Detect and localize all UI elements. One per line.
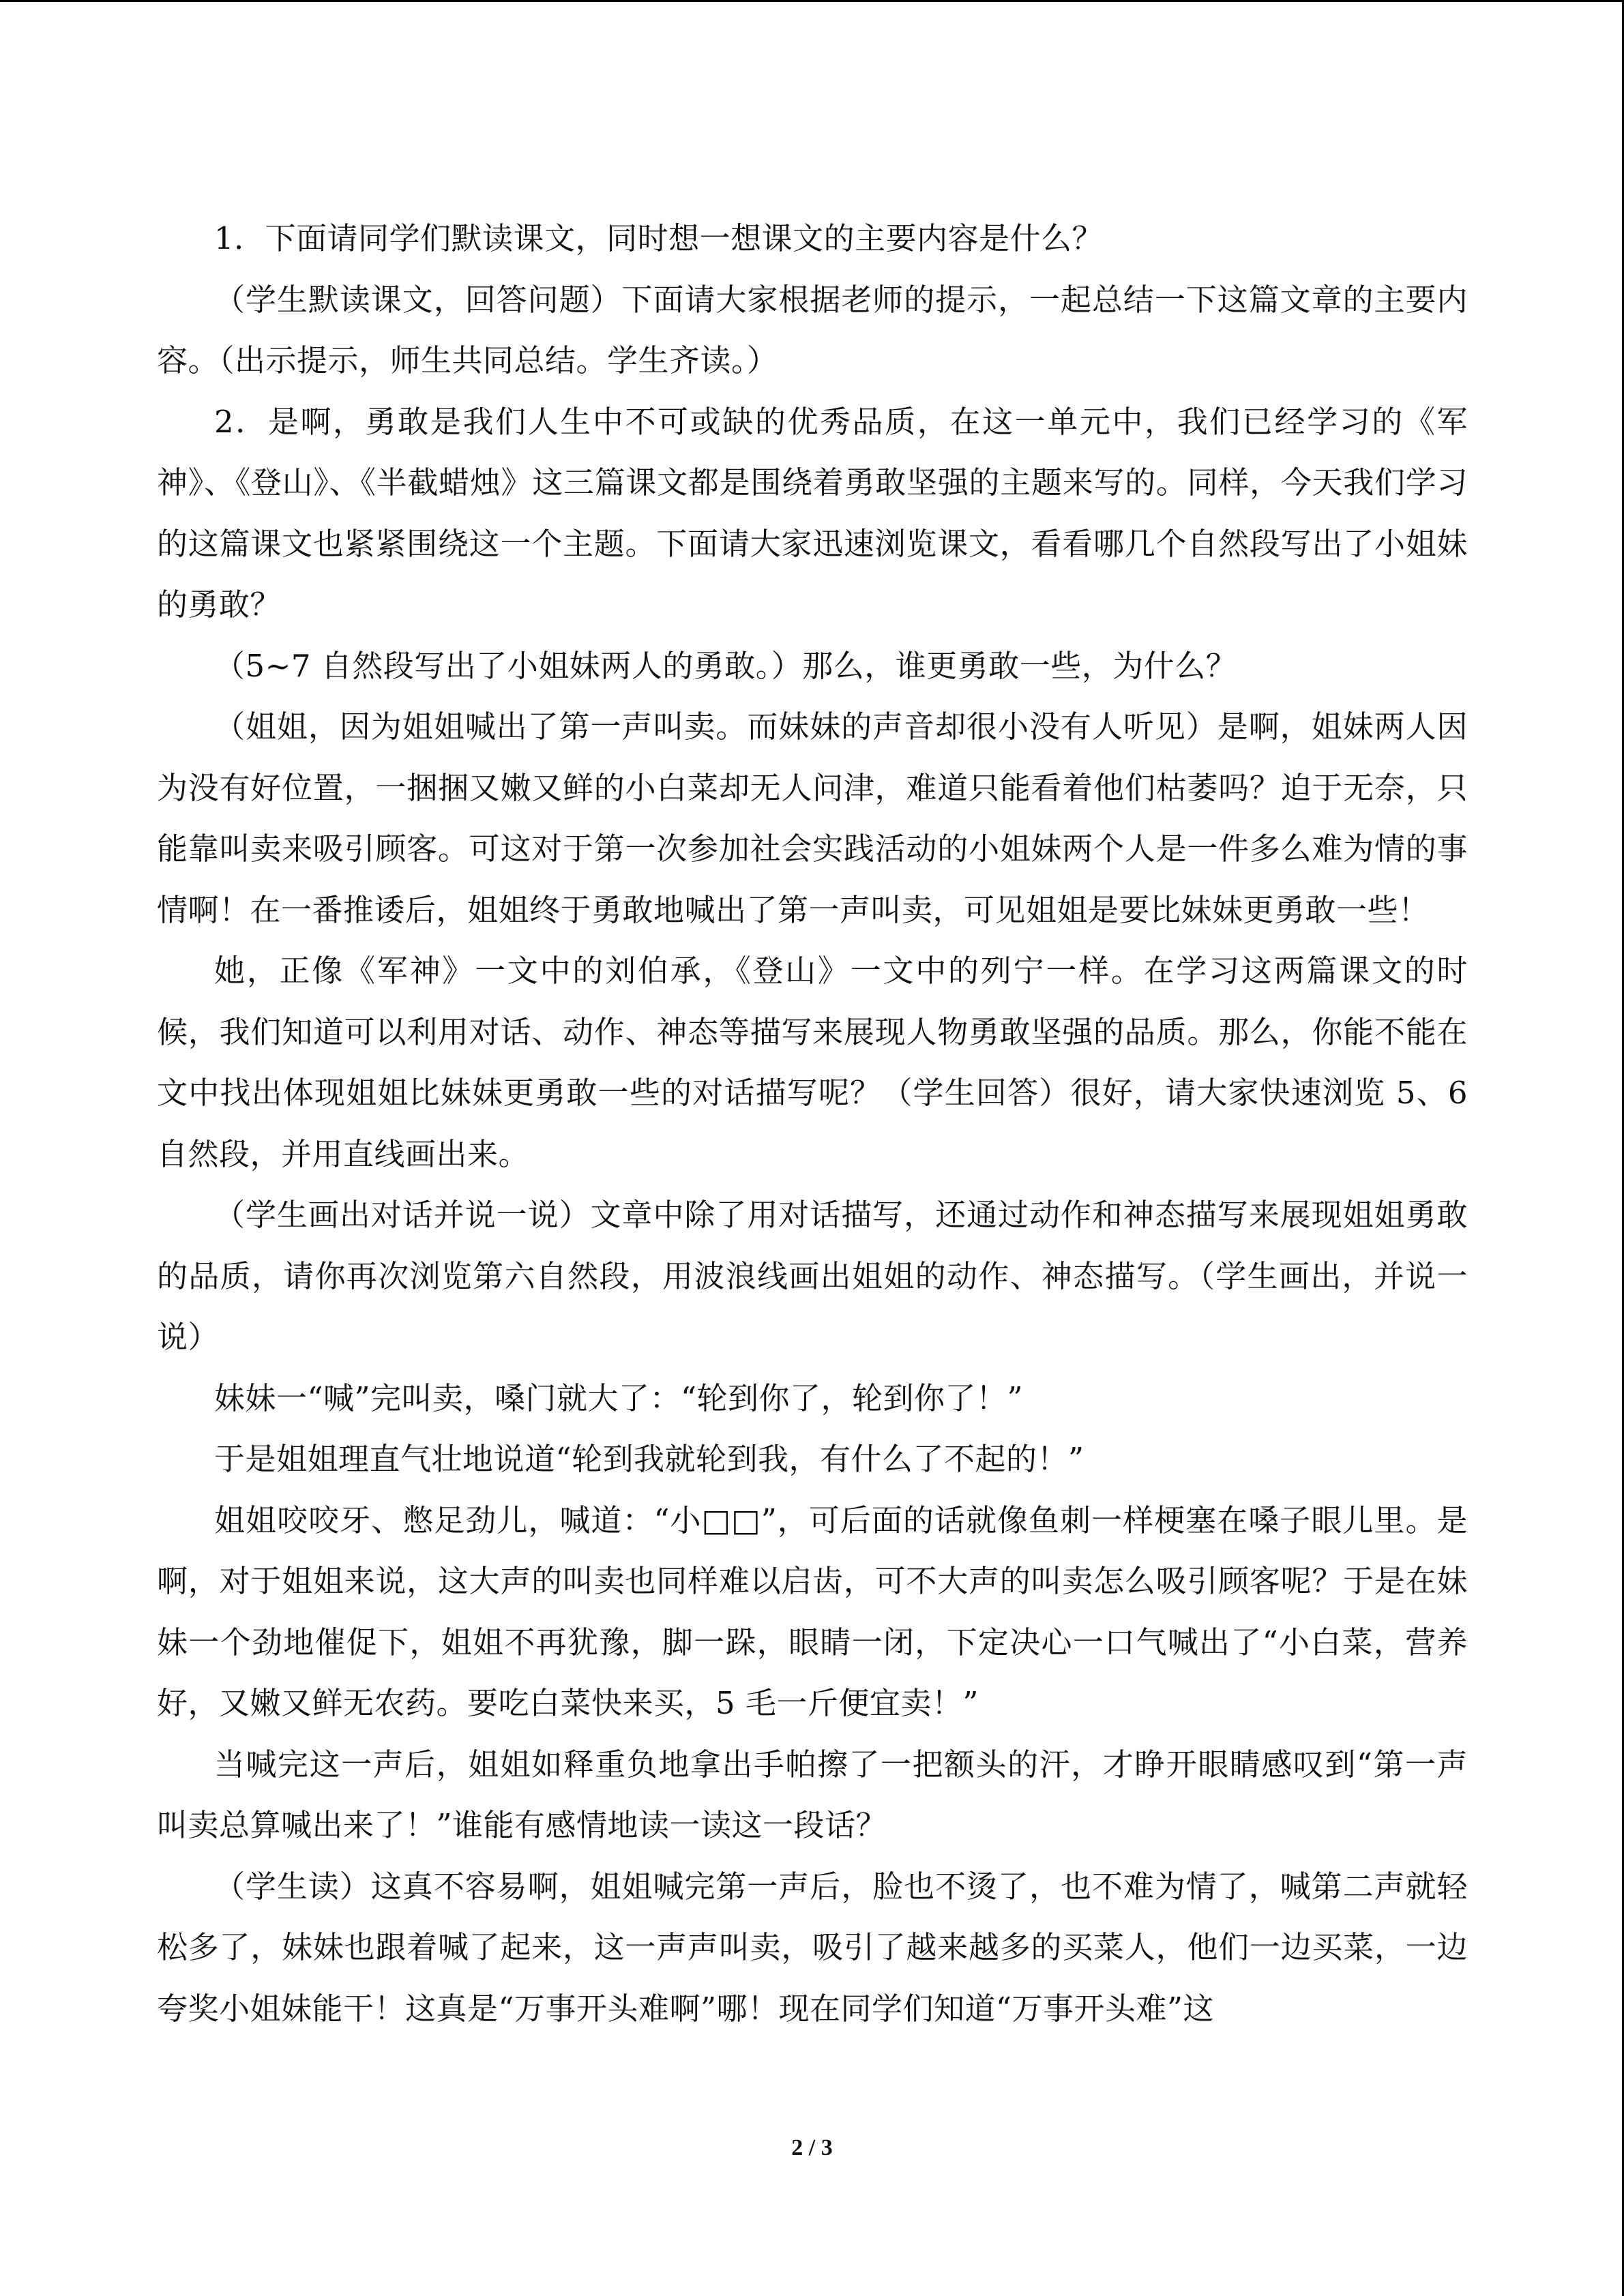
paragraph-12: （学生读）这真不容易啊，姐姐喊完第一声后，脸也不烫了，也不难为情了，喊第二声就轻松多了，妹妹也跟着喊了起来，这一声声叫卖，吸引了越来越多的买菜人，他们一边买菜，一边夸奖小姐妹能干！这真是“万事开头难啊”哪！现在同学们知道“万事开头难”这: [157, 1868, 1468, 2027]
paragraph-9: 于是姐姐理直气壮地说道“轮到我就轮到我，有什么了不起的！”: [214, 1441, 1084, 1477]
paragraph-1: 1．下面请同学们默读课文，同时想一想课文的主要内容是什么？: [214, 220, 1104, 256]
paragraph-6: 她，正像《军神》一文中的刘伯承，《登山》一文中的列宁一样。在学习这两篇课文的时候，我们知道可以利用对话、动作、神态等描写来展现人物勇敢坚强的品质。那么，你能不能在文中找出体现姐姐比妹妹更勇敢一些的对话描写呢？（学生回答）很好，请大家快速浏览 5、6 自然段，并用直线画出来。: [157, 953, 1468, 1172]
page-number: 2 / 3: [791, 2135, 833, 2160]
paragraph-2: （学生默读课文，回答问题）下面请大家根据老师的提示，一起总结一下这篇文章的主要内容。（出示提示，师生共同总结。学生齐读。）: [157, 281, 1468, 378]
paragraph-4: （5~7 自然段写出了小姐妹两人的勇敢。）那么，谁更勇敢一些，为什么？: [214, 647, 1237, 684]
paragraph-7: （学生画出对话并说一说）文章中除了用对话描写，还通过动作和神态描写来展现姐姐勇敢的品质，请你再次浏览第六自然段，用波浪线画出姐姐的动作、神态描写。（学生画出，并说一说）: [157, 1197, 1468, 1355]
paragraph-5: （姐姐，因为姐姐喊出了第一声叫卖。而妹妹的声音却很小没有人听见）是啊，姐妹两人因为没有好位置，一捆捆又嫩又鲜的小白菜却无人问津，难道只能看着他们枯萎吗？迫于无奈，只能靠叫卖来吸引顾客。可这对于第一次参加社会实践活动的小姐妹两个人是一件多么难为情的事情啊！在一番推诿后，姐姐终于勇敢地喊出了第一声叫卖，可见姐姐是要比妹妹更勇敢一些！: [157, 709, 1468, 928]
paragraph-8: 妹妹一“喊”完叫卖，嗓门就大了：“轮到你了，轮到你了！”: [214, 1380, 1024, 1416]
paragraph-11: 当喊完这一声后，姐姐如释重负地拿出手帕擦了一把额头的汗，才睁开眼睛感叹到“第一声叫卖总算喊出来了！”谁能有感情地读一读这一段话？: [157, 1746, 1468, 1843]
document-body: [157, 208, 1468, 2039]
paragraph-10: 姐姐咬咬牙、憋足劲儿，喊道：“小□□”，可后面的话就像鱼刺一样梗塞在嗓子眼儿里。是啊，对于姐姐来说，这大声的叫卖也同样难以启齿，可不大声的叫卖怎么吸引顾客呢？于是在妹妹一个劲地催促下，姐姐不再犹豫，脚一跺，眼睛一闭，下定决心一口气喊出了“小白菜，营养好，又嫩又鲜无农药。要吃白菜快来买，5 毛一斤便宜卖！”: [157, 1502, 1468, 1721]
paragraph-3: 2．是啊，勇敢是我们人生中不可或缺的优秀品质，在这一单元中，我们已经学习的《军神》、《登山》、《半截蜡烛》这三篇课文都是围绕着勇敢坚强的主题来写的。同样，今天我们学习的这篇课文也紧紧围绕这一个主题。下面请大家迅速浏览课文，看看哪几个自然段写出了小姐妹的勇敢？: [157, 403, 1468, 623]
